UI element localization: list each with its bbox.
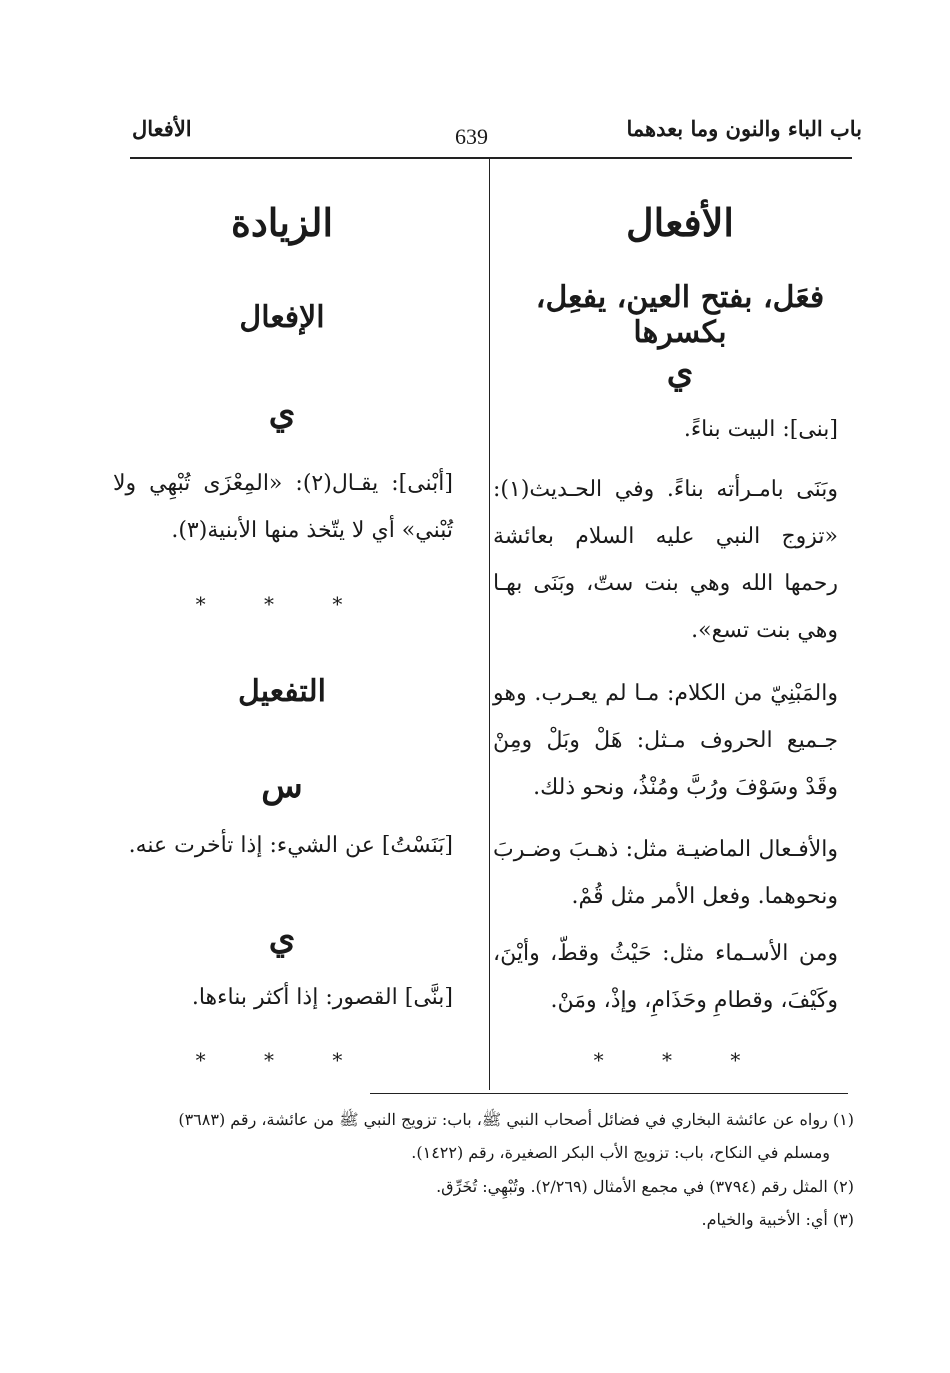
paragraph-mabni: والمَبْنِيّ من الكلام: مـا لم يعـرب. وهو جـميع الحروف مـثل: هَلْ وبَلْ ومِنْ وقَدْ وسَوْفَ ورُبَّ ومُنْذُ، ونحو ذلك. bbox=[493, 681, 838, 800]
section-separator-stars: * * * bbox=[195, 1048, 369, 1072]
section-separator-stars: * * * bbox=[195, 592, 369, 616]
footnote-rule bbox=[370, 1093, 848, 1094]
footnote-1-continued: ومسلم في النكاح، باب: تزويج الأب البكر الصغيرة، رقم (١٤٢٢). bbox=[411, 1143, 830, 1162]
left-column-subtitle-tafil: التفعيل bbox=[238, 674, 326, 709]
paragraph-bana-wife: وبَنَى بامـرأته بناءً. وفي الحـديث(١): «تزوج النبي عليه السلام بعائشة رحمها الله وهي بنت ستّ، وبَنَى بهـا وهي بنت تسع». bbox=[493, 477, 838, 643]
left-column-letter: ي bbox=[268, 393, 296, 433]
footnote-3: (٣) أي: الأخبية والخيام. bbox=[701, 1210, 854, 1229]
paragraph-abna: [أبْنى]: يقـال(٢): «المِعْزَى تُبْهِي ولا تُبْني» أي لا يتّخذ منها الأبنية(٣). bbox=[113, 471, 453, 543]
left-column-subtitle: الإفعال bbox=[239, 300, 325, 335]
footnote-2: (٢) المثل رقم (٣٧٩٤) في مجمع الأمثال (٢/٢٦٩). وتُبْهِي: تُخَرِّق. bbox=[436, 1177, 854, 1196]
entry-banastu: [بَنَسْتُ] عن الشيء: إذا تأخرت عنه. bbox=[128, 833, 453, 858]
entry-banna-palaces: [بنَّى] القصور: إذا أكثر بناءها. bbox=[191, 985, 453, 1010]
column-divider bbox=[489, 158, 490, 1090]
header-rule bbox=[130, 157, 852, 159]
footnote-1: (١) رواه عن عائشة البخاري في فضائل أصحاب النبي ﷺ، باب: تزويج النبي ﷺ من عائشة، رقم (٣٦٨٣) bbox=[178, 1110, 854, 1129]
right-column-title: الأفعال bbox=[626, 200, 734, 245]
paragraph-nouns: ومن الأسـماء مثل: حَيْثُ وقطّ، وأيْنَ، وكَيْفَ، وقطامِ وحَذَامِ، وإذْ، ومَنْ. bbox=[493, 941, 838, 1013]
page-number: 639 bbox=[455, 124, 488, 149]
left-column-title: الزيادة bbox=[230, 200, 334, 245]
entry-bana-house: [بنى]: البيت بناءً. bbox=[683, 417, 838, 442]
right-column-letter: ي bbox=[666, 352, 694, 392]
running-header-chapter: الأفعال bbox=[132, 116, 192, 141]
section-separator-stars: * * * bbox=[593, 1048, 767, 1072]
running-header-section: باب الباء والنون وما بعدهما bbox=[626, 116, 862, 141]
left-column-letter-ya: ي bbox=[268, 918, 296, 958]
left-column-letter-sin: س bbox=[261, 766, 303, 806]
right-column-subtitle: فعَل، بفتح العين، يفعِل، بكسرها bbox=[535, 280, 825, 350]
paragraph-past-verbs: والأفـعال الماضيـة مثل: ذهـبَ وضـربَ ونحوهما. وفعل الأمر مثل قُمْ. bbox=[493, 837, 838, 909]
